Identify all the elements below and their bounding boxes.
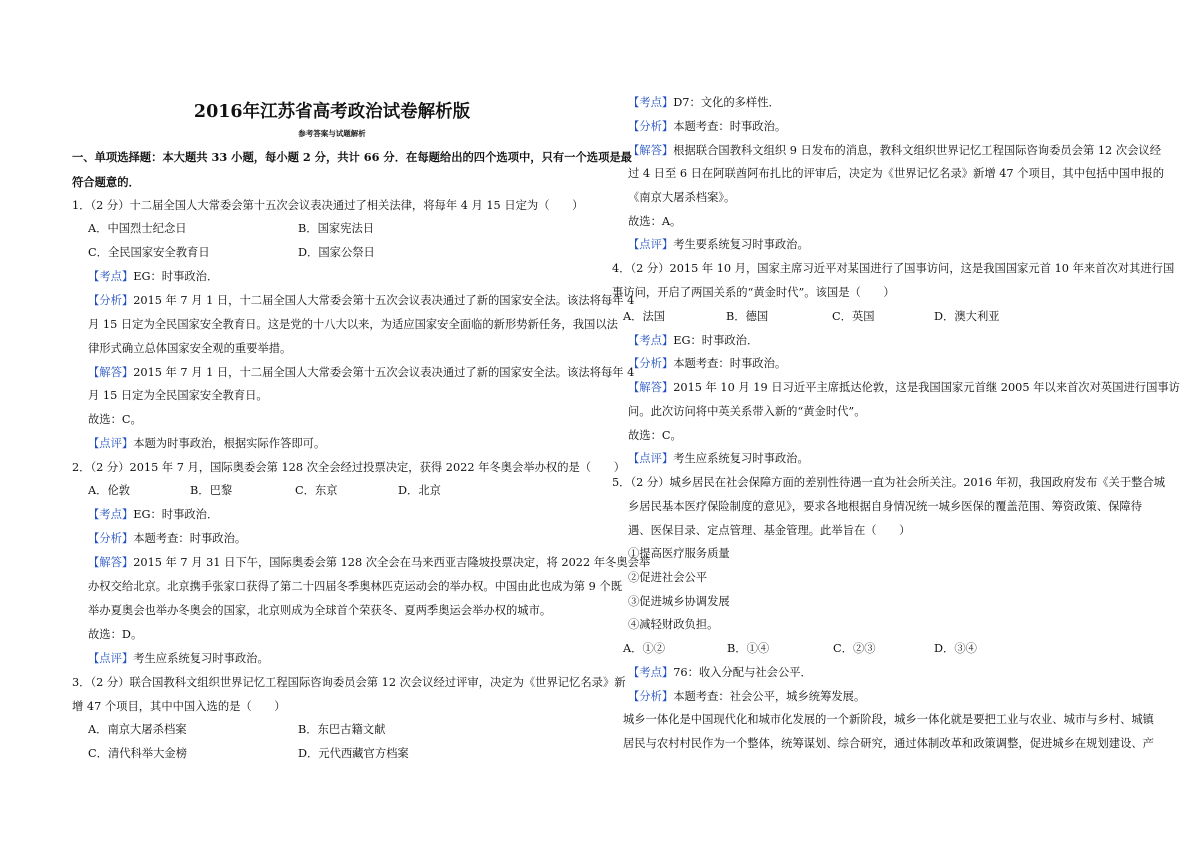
section-heading: 符合题意的． bbox=[72, 175, 140, 189]
jieda-text: 2015 年 7 月 31 日下午，国际奥委会第 128 次全会在马来西亚吉隆坡投票决定，将 2022 年冬奥会举 bbox=[133, 556, 651, 569]
fenxi-text: 本题考查：时事政治。 bbox=[673, 120, 787, 133]
kaodian-line bbox=[628, 666, 812, 680]
option: C．②③ bbox=[833, 642, 876, 655]
jieda-line bbox=[628, 381, 1180, 395]
kaodian-tag: 【考点】 bbox=[628, 666, 674, 679]
option: D．北京 bbox=[398, 484, 441, 497]
jieda-tag: 【解答】 bbox=[88, 366, 134, 379]
dianping-tag: 【点评】 bbox=[88, 437, 134, 450]
option: C．英国 bbox=[832, 310, 875, 323]
answer-line: 故选：D。 bbox=[88, 628, 143, 641]
fenxi-text: 月 15 日定为全民国家安全教育日。这是党的十八大以来，为适应国家安全面临的新形势新任务，我国以法 bbox=[88, 318, 618, 331]
jieda-tag: 【解答】 bbox=[628, 381, 674, 394]
dianping-line bbox=[628, 452, 809, 466]
dianping-text: 考生要系统复习时事政治。 bbox=[673, 238, 809, 251]
fenxi-line bbox=[88, 532, 246, 546]
jieda-text: 问。此次访问将中英关系带入新的“黄金时代”。 bbox=[628, 405, 866, 418]
kaodian-tag: 【考点】 bbox=[628, 96, 674, 109]
jieda-text: 举办夏奥会也举办冬奥会的国家，北京则成为全球首个荣获冬、夏两季奥运会举办权的城市。 bbox=[88, 604, 552, 617]
page-title: 2016年江苏省高考政治试卷解析版 bbox=[193, 102, 471, 122]
option: B．巴黎 bbox=[190, 484, 233, 497]
option: C．全民国家安全教育日 bbox=[88, 246, 210, 259]
fenxi-tag: 【分析】 bbox=[88, 532, 134, 545]
dianping-text: 考生应系统复习时事政治。 bbox=[133, 652, 269, 665]
question-stem: 1．（2 分）十二届全国人大常委会第十五次会议表决通过了相关法律，将每年 4 月 15 日定为（ ） bbox=[72, 199, 584, 212]
kaodian-line bbox=[88, 508, 218, 522]
jieda-text: 根据联合国教科文组织 9 日发布的消息，教科文组织世界记忆工程国际咨询委员会第 12 次会议经 bbox=[673, 144, 1162, 157]
dianping-tag: 【点评】 bbox=[628, 238, 674, 251]
dianping-tag: 【点评】 bbox=[88, 652, 134, 665]
option: A．中国烈士纪念日 bbox=[88, 222, 187, 235]
option: D．国家公祭日 bbox=[298, 246, 375, 259]
fenxi-line bbox=[88, 294, 634, 308]
option: A．伦敦 bbox=[88, 484, 131, 497]
option: B．东巴古籍文献 bbox=[298, 723, 386, 736]
dianping-tag: 【点评】 bbox=[628, 452, 674, 465]
answer-line: 故选：C。 bbox=[628, 429, 682, 442]
option: A．①② bbox=[623, 642, 666, 655]
statement-item: ④减轻财政负担。 bbox=[628, 618, 719, 631]
option: B．德国 bbox=[726, 310, 769, 323]
question-stem: 2．（2 分）2015 年 7 月，国际奥委会第 128 次全会经过投票决定，获得 2022 年冬奥会举办权的是（ ） bbox=[72, 461, 625, 474]
fenxi-text: 律形式确立总体国家安全观的重要举措。 bbox=[88, 342, 292, 355]
fenxi-tag: 【分析】 bbox=[88, 294, 134, 307]
kaodian-line bbox=[88, 270, 218, 284]
jieda-text: 月 15 日定为全民国家安全教育日。 bbox=[88, 389, 268, 402]
fenxi-text: 本题考查：社会公平，城乡统筹发展。 bbox=[673, 690, 866, 703]
jieda-text: 2015 年 7 月 1 日，十二届全国人大常委会第十五次会议表决通过了新的国家安全法。该法将每年 4 bbox=[133, 366, 635, 379]
fenxi-text: 本题考查：时事政治。 bbox=[133, 532, 247, 545]
statement-item: ③促进城乡协调发展 bbox=[628, 595, 730, 608]
jieda-line bbox=[88, 556, 650, 570]
question-stem: 3．（2 分）联合国教科文组织世界记忆工程国际咨询委员会第 12 次会议经过评审，决定为《世界记忆名录》新 bbox=[72, 676, 626, 689]
jieda-text: 《南京大屠杀档案》。 bbox=[628, 191, 736, 204]
kaodian-tag: 【考点】 bbox=[628, 334, 674, 347]
fenxi-tag: 【分析】 bbox=[628, 357, 674, 370]
fenxi-line bbox=[628, 120, 786, 134]
body-text: 城乡一体化是中国现代化和城市化发展的一个新阶段，城乡一体化就是要把工业与农业、城市与乡村、城镇 bbox=[623, 713, 1154, 726]
option: D．澳大利亚 bbox=[934, 310, 1000, 323]
jieda-text: 过 4 日至 6 日在阿联酋阿布扎比的评审后，决定为《世界记忆名录》新增 47 个项目，其中包括中国申报的 bbox=[628, 167, 1165, 180]
option: D．元代西藏官方档案 bbox=[298, 747, 409, 760]
kaodian-line bbox=[628, 96, 780, 110]
kaodian-text: EG：时事政治． bbox=[133, 270, 219, 283]
option: B．国家宪法日 bbox=[298, 222, 375, 235]
kaodian-tag: 【考点】 bbox=[88, 508, 134, 521]
jieda-line bbox=[88, 366, 634, 380]
statement-item: ①提高医疗服务质量 bbox=[628, 547, 730, 560]
jieda-tag: 【解答】 bbox=[628, 144, 674, 157]
jieda-text: 2015 年 10 月 19 日习近平主席抵达伦敦，这是我国国家元首继 2005 年以来首次对英国进行国事访 bbox=[673, 381, 1180, 394]
dianping-line bbox=[628, 238, 809, 252]
answer-line: 故选：C。 bbox=[88, 413, 142, 426]
kaodian-tag: 【考点】 bbox=[88, 270, 134, 283]
option: C．东京 bbox=[295, 484, 338, 497]
fenxi-tag: 【分析】 bbox=[628, 690, 674, 703]
dianping-text: 本题为时事政治，根据实际作答即可。 bbox=[133, 437, 326, 450]
question-stem: 事访问，开启了两国关系的“黄金时代”。该国是（ ） bbox=[612, 286, 895, 299]
fenxi-text: 本题考查：时事政治。 bbox=[673, 357, 787, 370]
dianping-text: 考生应系统复习时事政治。 bbox=[673, 452, 809, 465]
kaodian-text: 76：收入分配与社会公平． bbox=[673, 666, 812, 679]
section-heading: 一、单项选择题：本大题共 33 小题，每小题 2 分，共计 66 分．在每题给出的四个选项中，只有一个选项是最 bbox=[72, 150, 632, 164]
option: B．①④ bbox=[727, 642, 770, 655]
option: D．③④ bbox=[934, 642, 977, 655]
kaodian-text: EG：时事政治． bbox=[673, 334, 759, 347]
fenxi-line bbox=[628, 357, 786, 371]
question-stem: 乡居民基本医疗保险制度的意见》，要求各地根据自身情况统一城乡医保的覆盖范围、筹资政策、保障待 bbox=[628, 500, 1143, 513]
kaodian-line bbox=[628, 334, 758, 348]
jieda-line bbox=[628, 144, 1161, 158]
fenxi-tag: 【分析】 bbox=[628, 120, 674, 133]
body-text: 居民与农村村民作为一个整体，统筹谋划、综合研究，通过体制改革和政策调整，促进城乡在规划建设、产 bbox=[623, 737, 1154, 750]
question-stem: 增 47 个项目，其中中国入选的是（ ） bbox=[72, 700, 286, 713]
fenxi-text: 2015 年 7 月 1 日，十二届全国人大常委会第十五次会议表决通过了新的国家安全法。该法将每年 4 bbox=[133, 294, 635, 307]
fenxi-line bbox=[628, 690, 865, 704]
jieda-text: 办权交给北京。北京携手张家口获得了第二十四届冬季奥林匹克运动会的举办权。中国由此也成为第 9 个既 bbox=[88, 580, 623, 593]
jieda-tag: 【解答】 bbox=[88, 556, 134, 569]
option: A．南京大屠杀档案 bbox=[88, 723, 187, 736]
option: C．清代科举大金榜 bbox=[88, 747, 188, 760]
kaodian-text: EG：时事政治． bbox=[133, 508, 219, 521]
question-stem: 5．（2 分）城乡居民在社会保障方面的差别性待遇一直为社会所关注。2016 年初，我国政府发布《关于整合城 bbox=[612, 476, 1166, 489]
question-stem: 遇、医保目录、定点管理、基金管理。此举旨在（ ） bbox=[628, 524, 911, 537]
kaodian-text: D7：文化的多样性． bbox=[673, 96, 780, 109]
answer-line: 故选：A。 bbox=[628, 215, 682, 228]
page-subtitle: 参考答案与试题解析 bbox=[298, 129, 366, 138]
question-stem: 4．（2 分）2015 年 10 月，国家主席习近平对某国进行了国事访问，这是我国国家元首 10 年来首次对其进行国 bbox=[612, 262, 1175, 275]
dianping-line bbox=[88, 652, 269, 666]
dianping-line bbox=[88, 437, 325, 451]
option: A．法国 bbox=[623, 310, 666, 323]
statement-item: ②促进社会公平 bbox=[628, 571, 708, 584]
